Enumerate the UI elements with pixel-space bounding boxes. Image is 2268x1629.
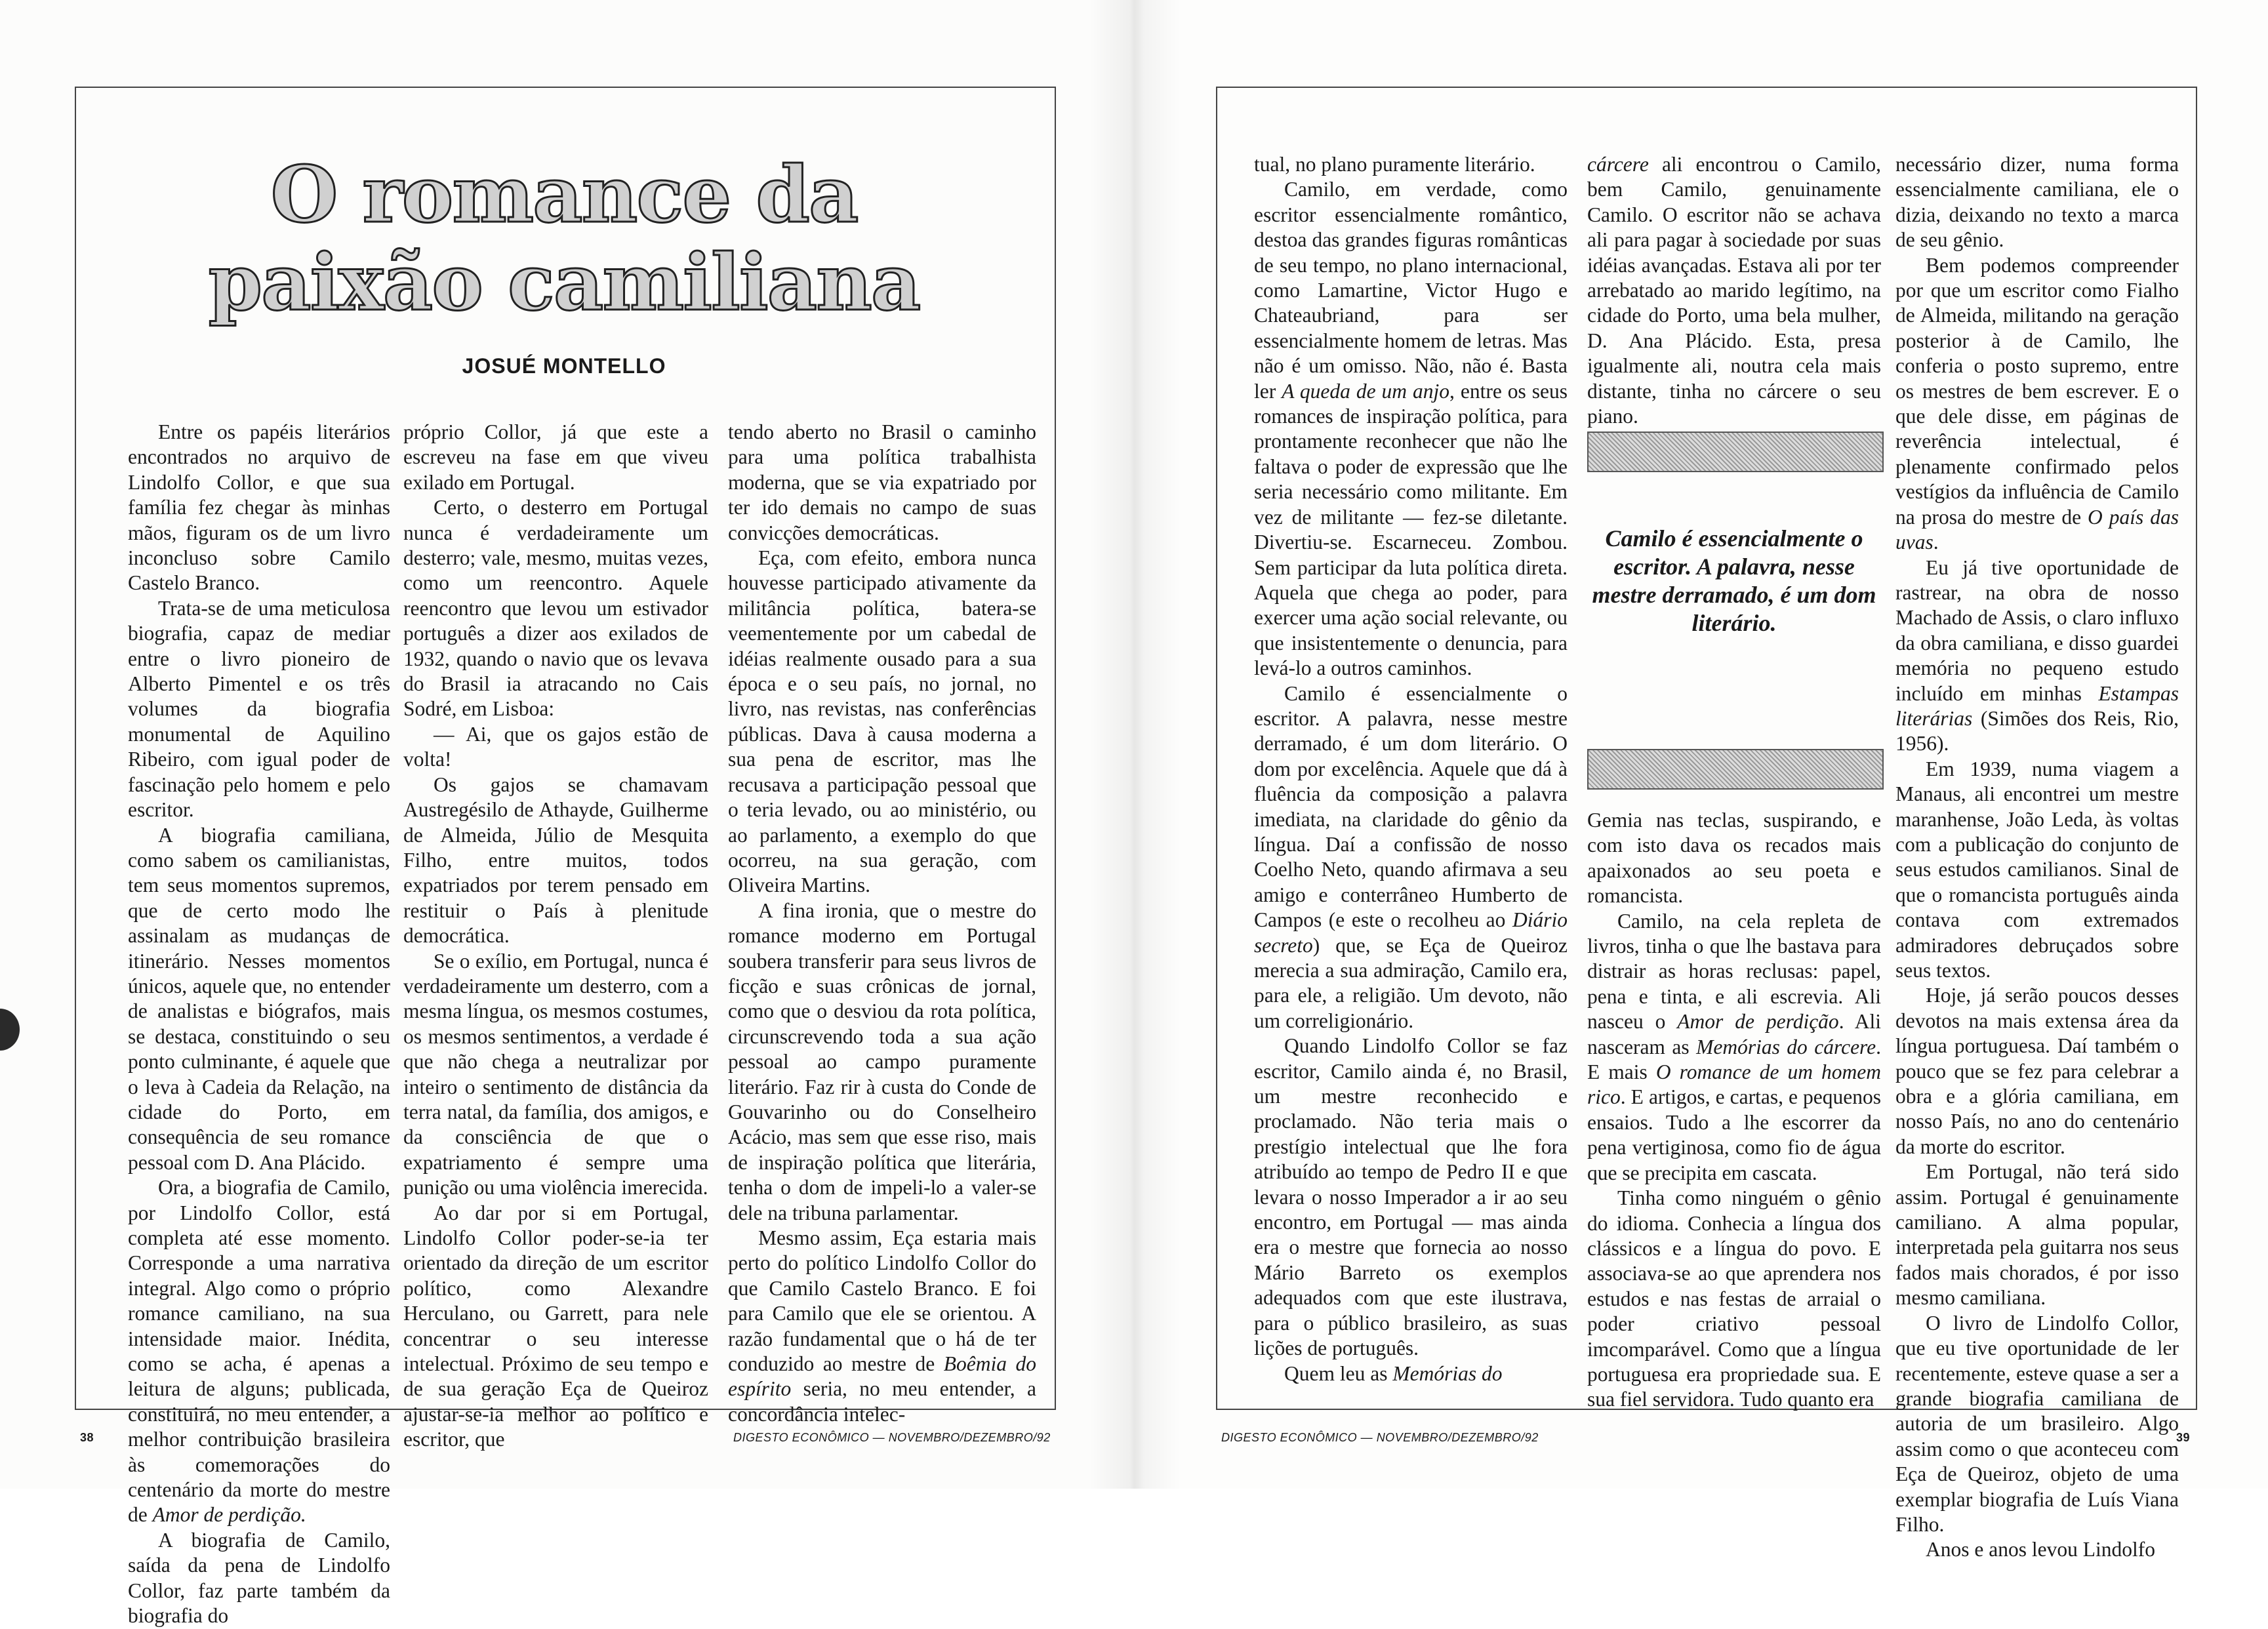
paragraph: — Ai, que os gajos estão de volta! [403, 722, 708, 771]
binder-hole [0, 1009, 20, 1051]
paragraph-text: Mesmo assim, Eça estaria mais perto do político Lindolfo Collor do que Camilo Castelo Branco. E foi para Camilo que ele se orientou. A razão fundamental que o há de ter conduzido ao mestre de [728, 1226, 1036, 1376]
paragraph [1587, 909, 1881, 1186]
paragraph: A biografia de Camilo, saída da pena de Lindolfo Collor, faz parte também da biografia do [128, 1528, 390, 1628]
paragraph: A biografia camiliana, como sabem os camilianistas, tem seus momentos supremos, que de certo modo lhe assinalam as mudanças de itinerário. Nesses momentos únicos, aquele que, no entender de analistas e biógrafos, mais se destaca, constituindo o seu ponto culminante, é aquele que o leva à Cadeia da Relação, na cidade do Porto, em consequência de seu romance pessoal com D. Ana Plácido. [128, 823, 390, 1174]
paragraph-text: , entre os seus romances de inspiração política, para prontamente reconhecer que não lhe faltava o poder de expressão que lhe seria necessário como militante. Em vez de militante — fez-se diletante. Divertiu-se. Escarneceu. Zombou. Sem participar da luta política direta. Aquela que chega ao poder, para exercer uma ação social relevante, ou que insistentemente o denuncia, para levá-lo a outros caminhos. [1254, 379, 1568, 680]
paragraph [128, 1175, 390, 1528]
right-column-1 [1254, 152, 1568, 1386]
paragraph: tual, no plano puramente literário. [1254, 153, 1535, 176]
book-title: O romance de um homem rico [1587, 1060, 1881, 1109]
paragraph-text: . E artigos, e cartas, e pequenos ensaios. Tudo a lhe escorrer da pena vertiginosa, como fio de água que se precipita em cascata. [1587, 1085, 1881, 1184]
paragraph: Gemia nas teclas, suspirando, e com isto dava os recados mais apaixonados ao seu poeta e romancista. [1587, 809, 1881, 908]
paragraph-text: . E mais [1587, 1035, 1882, 1084]
pull-quote: Camilo é essencialmente o escritor. A palavra, nesse mestre derramado, é um dom literário. [1592, 525, 1876, 636]
paragraph-text: Camilo, em verdade, como escritor essencialmente romântico, destoa das grandes figuras românticas de seu tempo, no plano internacional, como Lamartine, Victor Hugo e Chateaubriand, para ser essencialmente homem de letras. Mas não é um omisso. Não, não é. Basta ler [1254, 178, 1568, 403]
book-title: Amor de perdição [1677, 1010, 1839, 1034]
paragraph-text: seria, no meu entender, a concordância intelec- [728, 1377, 1036, 1426]
book-title: Estampas literárias [1895, 681, 2179, 730]
paragraph-text: Eu já tive oportunidade de rastrear, na obra de nosso Machado de Assis, o claro influxo da obra camiliana, e disso guardei memória no pequeno estudo incluído em minhas [1895, 555, 2179, 705]
left-column-2 [403, 420, 708, 1453]
paragraph [1587, 152, 1881, 429]
article-title [75, 151, 1053, 327]
book-title: A queda de um anjo [1282, 379, 1449, 403]
paragraph-text: Ora, a biografia de Camilo, por Lindolfo Collor, está completa até esse momento. Corresponde a uma narrativa integral. Algo como o próprio romance camiliano, na sua intensidade maior. Inédita, como se acha, é apenas a leitura de alguns; publicada, constituirá, no meu entender, a melhor contribuição brasileira às comemorações do centenário da morte do mestre de [128, 1176, 390, 1527]
left-column-3 [728, 420, 1036, 1427]
book-title: Diário secreto [1254, 908, 1568, 957]
paragraph-text: (Simões dos Reis, Rio, 1956). [1895, 706, 2179, 755]
paragraph: Ao dar por si em Portugal, Lindolfo Collor poder-se-ia ter orientado da direção de um escritor político, como Alexandre Herculano, ou Garrett, para nele concentrar o seu interesse intelectual. Próximo de seu tempo e de sua geração Eça de Queiroz ajustar-se-ia melhor ao político e escritor, que [403, 1201, 708, 1451]
book-title: Amor de perdição. [152, 1503, 306, 1527]
paragraph: Certo, o desterro em Portugal nunca é verdadeiramente um desterro; vale, mesmo, muitas vezes, como um reencontro. Aquele reencontro que levou um estivador português a dizer aos exilados de 1932, quando o navio que os levava do Brasil ia atracando no Cais Sodré, em Lisboa: [403, 496, 708, 721]
paragraph: Bem podemos compreender por que um escritor como Fialho de Almeida, militando na geração posterior à de Camilo, lhe conferia o posto supremo, entre os mestres de bem escrever. E o que dele disse, em páginas de reverência intelectual, é plenamente confirmado pelos vestígios da influência de Camilo na prosa do mestre de O país das uvas. [1895, 253, 2179, 554]
paragraph-text: Camilo é essencialmente o escritor. A palavra, nesse mestre derramado, é um dom literário. O dom por excelência. Aquele que dá à fluência da composição a palavra imediata, na claridade do gênio da língua. Daí a confissão de nosso Coelho Neto, quando afirmava a seu amigo e conterrâneo Humberto de Campos (e este o recolheu ao [1254, 681, 1568, 932]
page-number-left: 38 [80, 1431, 94, 1444]
paragraph: Em 1939, numa viagem a Manaus, ali encontrei um mestre maranhense, João Leda, às voltas com a publicação do conjunto de seus estudos camilianos. Sinal de que o romancista português ainda contava com extremados admiradores debruçados sobre seus textos. [1895, 757, 2179, 982]
book-title: Boêmia do espírito [728, 1352, 1036, 1401]
pullquote-rule-top [1587, 432, 1884, 472]
paragraph: necessário dizer, numa forma essencialmente camiliana, ele o dizia, deixando no texto a marca de seu gênio. [1895, 153, 2179, 252]
paragraph: O livro de Lindolfo Collor, que eu tive oportunidade de ler recentemente, esteve quase a ser a grande biografia camiliana de autoria de um brasileiro. Algo assim como o que aconteceu com Eça de Queiroz, objeto de uma exemplar biografia de Luís Viana Filho. [1895, 1311, 2179, 1536]
paragraph: A fina ironia, que o mestre do romance moderno em Portugal soubera transferir para seus livros de ficção e suas crônicas de jornal, como que o desviou da rota política, circunscrevendo toda a sua ação pessoal ao campo puramente literário. Faz rir à custa do Conde de Gouvarinho ou do Conselheiro Acácio, mas sem que esse riso, mais de inspiração política que literária, tenha o dom de impeli-lo a valer-se dele na tribuna parlamentar. [728, 898, 1036, 1224]
paragraph: Tinha como ninguém o gênio do idioma. Conhecia a língua dos clássicos e a língua do povo. E associava-se ao que aprendera nos estudos e nas festas de arraial o poder criativo pessoal imcomparável. Como que a língua portuguesa era propriedade sua. E sua fiel servidora. Tudo quanto era [1587, 1186, 1881, 1411]
paragraph-text: Bem podemos compreender por que um escritor como Fialho de Almeida, militando na geração posterior à de Camilo, lhe conferia o posto supremo, entre os mestres de bem escrever. E o que dele disse, em páginas de reverência intelectual, é plenamente confirmado pelos vestígios da influência de Camilo na prosa do mestre de [1895, 253, 2179, 529]
paragraph [1254, 1361, 1568, 1386]
paragraph [1254, 177, 1568, 681]
paragraph-text: Quem leu as [1284, 1361, 1388, 1385]
paragraph: Os gajos se chamavam Austregésilo de Athayde, Guilherme de Almeida, Júlio de Mesquita Filho, entre muitos, todos expatriados por terem pensado em restituir o País à plenitude democrática. [403, 773, 708, 948]
paragraph: Se o exílio, em Portugal, nunca é verdadeiramente um desterro, com a mesma língua, os mesmos costumes, os mesmos sentimentos, a verdade é que não chega a neutralizar por inteiro o sentimento de distância da terra natal, da família, dos amigos, e da consciência de que o expatriamento é sempre uma punição ou uma violência imerecida. [403, 949, 708, 1199]
paragraph: Trata-se de uma meticulosa biografia, capaz de mediar entre o livro pioneiro de Alberto Pimentel e os três volumes da biografia monumental de Aquilino Ribeiro, com igual poder de fascinação pelo homem e pelo escritor. [128, 596, 390, 822]
book-title: O país das uvas [1895, 505, 2179, 554]
paragraph [1254, 681, 1568, 1034]
pullquote-rule-bottom [1587, 749, 1884, 790]
paragraph: Quando Lindolfo Collor se faz escritor, Camilo ainda é, no Brasil, um mestre reconhecido e proclamado. Não teria mais o prestígio intelectual que lhe fora atribuído ao tempo de Pedro II e que levara o nosso Imperador a ir ao seu encontro, em Portugal — mas ainda era o mestre que fornecia ao nosso Mário Barreto os exemplos adequados com que este ilustrava, para o público brasileiro, as suas lições de português. [1254, 1034, 1568, 1360]
right-column-3 [1895, 152, 2179, 1563]
book-title: cárcere [1587, 153, 1649, 176]
paragraph: Eça, com efeito, embora nunca houvesse participado ativamente da militância política, batera-se veementemente por um cabedal de idéias realmente ousado para a sua época e o seu país, no jornal, no livro, nas revistas, nas conferências públicas. Dava à causa moderna a sua pena de escritor, mas lhe recusava a participação pessoal que o teria levado, ou ao ministério, ou ao parlamento, a exemplo do que ocorreu, na sua geração, com Oliveira Martins. [728, 546, 1036, 897]
paragraph: Anos e anos levou Lindolfo [1926, 1538, 2155, 1561]
paragraph: Hoje, já serão poucos desses devotos na mais extensa área da língua portuguesa. Daí também o pouco que se fez para celebrar a obra e a glória camiliana, em nosso País, no ano do centenário da morte do escritor. [1895, 984, 2179, 1158]
gutter-shadow [1089, 0, 1181, 1489]
right-column-2-bottom [1587, 808, 1881, 1413]
book-title: Memórias do [1392, 1361, 1503, 1385]
left-column-1 [128, 420, 390, 1629]
paragraph-text: . Ali nasceram as [1587, 1010, 1881, 1058]
page-number-right: 39 [2176, 1431, 2191, 1444]
paragraph [728, 1226, 1036, 1427]
paragraph-text: ali encontrou o Camilo, bem Camilo, genuinamente Camilo. O escritor não se achava ali para pagar à sociedade por suas idéias avançadas. Estava ali por ter arrebatado ao marido legítimo, na cidade do Porto, uma bela mulher, D. Ana Plácido. Esta, presa igualmente ali, noutra cela mais distante, tinha no cárcere o seu piano. [1587, 153, 1881, 428]
right-column-2-top [1587, 152, 1881, 429]
paragraph: próprio Collor, já que este a escreveu na fase em que viveu exilado em Portugal. [403, 420, 708, 494]
paragraph-text: Camilo, na cela repleta de livros, tinha o que lhe bastava para distrair as horas reclusas: papel, pena e tinta, e ali escrevia. Ali nasceu o [1587, 909, 1881, 1034]
paragraph: Em Portugal, não terá sido assim. Portugal é genuinamente camiliano. A alma popular, interpretada pela guitarra nos seus fados mais chorados, é por isso mesmo camiliana. [1895, 1160, 2179, 1310]
paragraph [1895, 555, 2179, 757]
author-byline: JOSUÉ MONTELLO [462, 354, 666, 378]
title-line-1: O romance da [270, 149, 858, 240]
paragraph-text: ) que, se Eça de Queiroz merecia a sua admiração, Camilo era, para ele, a religião. Um devoto, não um correligionário. [1254, 933, 1568, 1032]
running-footer-right: DIGESTO ECONÔMICO — NOVEMBRO/DEZEMBRO/92 [1221, 1431, 1539, 1444]
running-footer-left: DIGESTO ECONÔMICO — NOVEMBRO/DEZEMBRO/92 [733, 1431, 1051, 1444]
paragraph: tendo aberto no Brasil o caminho para uma política trabalhista moderna, que se via expatriado por ter ido demais no campo de suas convicções democráticas. [728, 420, 1036, 544]
paragraph: Entre os papéis literários encontrados no arquivo de Lindolfo Collor, e que sua família fez chegar às minhas mãos, figuram os de um livro inconcluso sobre Camilo Castelo Branco. [128, 420, 390, 595]
title-line-2: paixão camiliana [208, 237, 920, 328]
book-title: Memórias do cárcere [1696, 1035, 1876, 1058]
